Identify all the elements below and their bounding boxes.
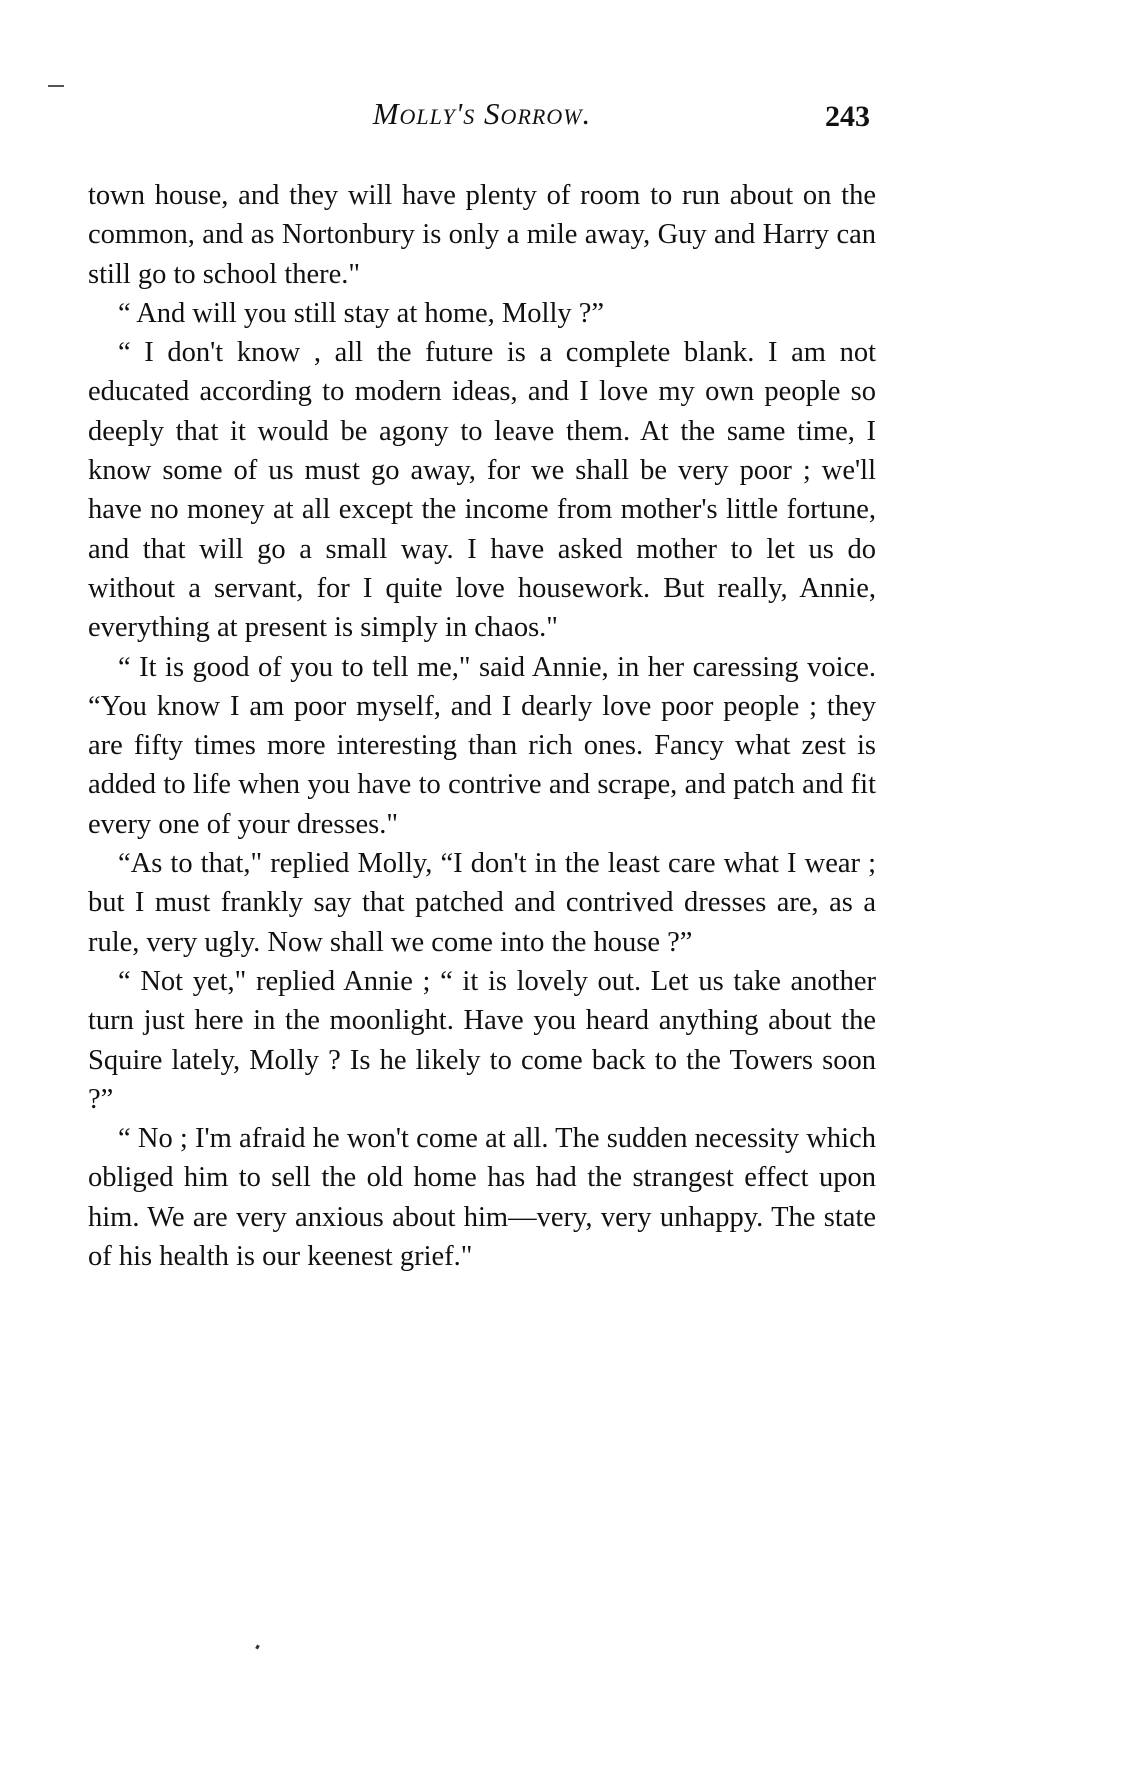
paragraph-7: “ No ; I'm afraid he won't come at all. The sudden necessity which obliged him to sell the old home has had the strangest effect upon him. We are very anxious about him—very, very unhappy. The state of his health is our keenest grief.": [88, 1123, 876, 1273]
paragraph-5: “As to that," replied Molly, “I don't in the least care what I wear ; but I must frankly say that patched and contrived dresses are, as a rule, very ugly. Now shall we come into the house ?”: [88, 848, 876, 958]
paragraph-6: “ Not yet," replied Annie ; “ it is lovely out. Let us take another turn just here in the moonlight. Have you heard anything about the Squire lately, Molly ? Is he likely to come back to the Towers soon ?”: [88, 965, 876, 1115]
body-text: [88, 176, 876, 1276]
paragraph-3: “ I don't know , all the future is a complete blank. I am not educated according to modern ideas, and I love my own people so deeply that it would be agony to leave them. At the same time, I know some of us must go away, for we shall be very poor ; we'll have no money at all except the income from mother's little fortune, and that will go a small way. I have asked mother to let us do without a servant, for I quite love housework. But really, Annie, everything at present is simply in chaos.": [88, 337, 876, 644]
running-head: [88, 96, 876, 136]
paragraph-1: town house, and they will have plenty of room to run about on the common, and as Nortonbury is only a mile away, Guy and Harry can still go to school there.": [88, 180, 876, 290]
paragraph-4: “ It is good of you to tell me," said Annie, in her caressing voice. “You know I am poor myself, and I dearly love poor people ; they are fifty times more interesting than rich ones. Fancy what zest is added to life when you have to contrive and scrape, and patch and fit every one of your dresses.": [88, 651, 876, 840]
running-title: Molly's Sorrow.: [372, 96, 592, 131]
margin-mark: [48, 85, 64, 87]
page-number: 243: [825, 100, 870, 133]
ink-speck: [255, 1645, 260, 1650]
paragraph-2: “ And will you still stay at home, Molly ?”: [118, 297, 605, 329]
